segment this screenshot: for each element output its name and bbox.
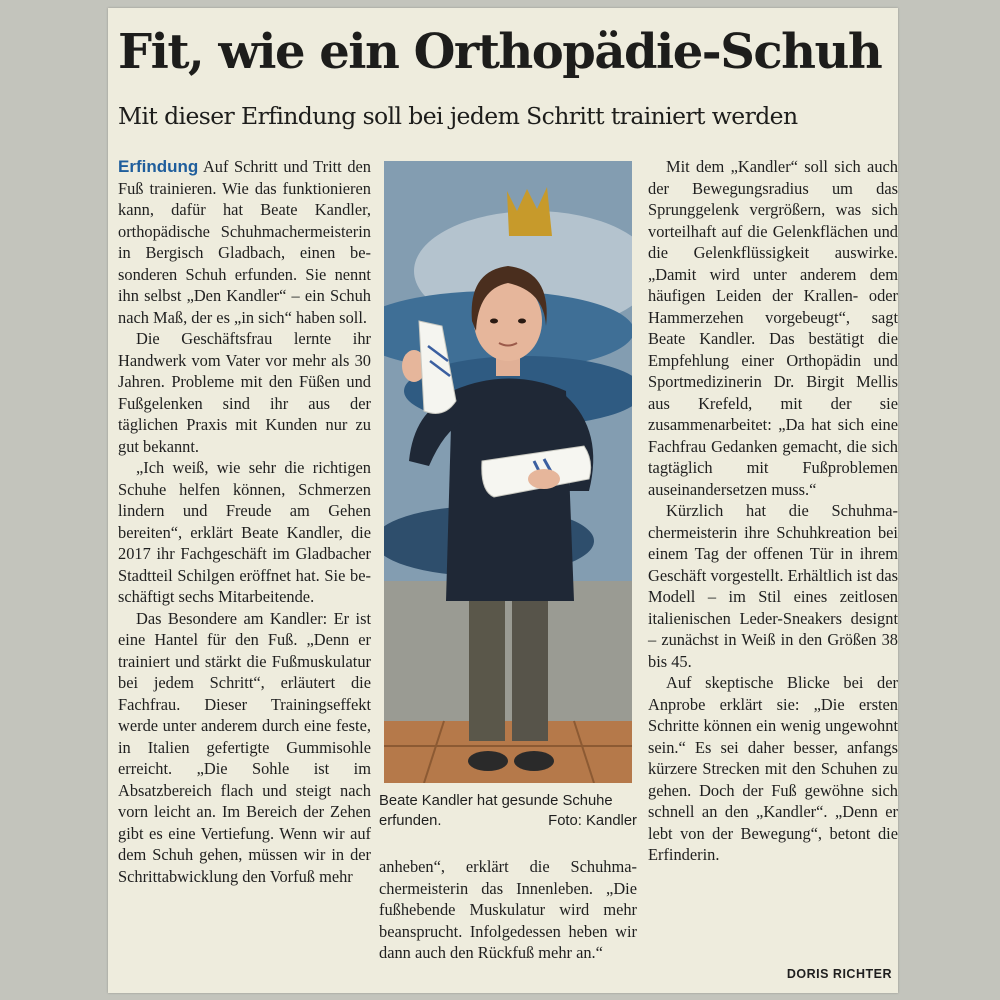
photo-woman-with-shoes (384, 161, 632, 783)
paragraph: Das Besondere am Kandler: Er ist eine Hantel für den Fuß. „Denn er trainiert und stärkt die Fußmuskulatur bei jedem Schritt“, erläutert die Fachfrau. Dieser Trainingseffekt werde unter anderem durch eine feste, in Italien gefertigte Gummisohle erreicht. „Die Sohle ist im Absatzbereich flach und steigt nach vorn leicht an. Im Bereich der Zehen gibt es eine Vertiefung. Wenn wir auf dem Schuh gehen, müssen wir in der Schrittabwicklung den Vorfuß mehr (118, 608, 371, 886)
paragraph: Die Geschäftsfrau lernte ihr Handwerk vom Vater vor mehr als 30 Jahren. Probleme mit den Füßen und Fußgelenken sind ihr aus der täglichen Praxis mit Kunden nur zu gut bekannt. (118, 329, 371, 456)
article-column-2 (379, 856, 637, 964)
paragraph: anheben“, erklärt die Schuhmachermeisterin das Innenleben. „Die fußhebende Muskulatur wird mehr beansprucht. Infolgedessen heben wir dann auch den Rückfuß mehr an.“ (379, 857, 637, 962)
author-byline: DORIS RICHTER (786, 967, 892, 981)
headline: Fit, wie ein Orthopädie-Schuh (118, 24, 882, 80)
paragraph-text: Auf Schritt und Tritt den Fuß trainieren. Wie das funktionieren kann, dafür hat Beate Kandler, orthopädische Schuhmachermeisterin in Bergisch Gladbach, einen besonderen Schuh erfunden. Sie nennt ihn selbst „Den Kandler“ – ein Schuh nach Maß, der es „in sich“ haben soll. (118, 157, 371, 327)
article-column-3 (648, 156, 898, 866)
paragraph: „Ich weiß, wie sehr die richtigen Schuhe helfen können, Schmerzen lindern und Freude am Gehen bereiten“, erklärt Beate Kandler, die 2017 ihr Fachgeschäft im Gladbacher Stadtteil Schilgen eröffnet hat. Sie beschäftigt sechs Mitarbeitende. (118, 458, 371, 606)
kicker: Erfindung (118, 157, 199, 176)
article-column-1 (118, 156, 371, 887)
paragraph (118, 156, 371, 328)
article-photo (384, 161, 632, 783)
newspaper-clipping (108, 8, 898, 993)
photo-caption (379, 791, 637, 831)
subheadline: Mit dieser Erfindung soll bei jedem Schritt trainiert werden (118, 102, 798, 130)
paragraph: Mit dem „Kandler“ soll sich auch der Bewegungsradius um das Sprunggelenk vergrößern, was sich vorteilhaft auf die Gelenkflächen und die Gelenkflüssigkeit auswirke. „Damit wird unter anderem dem häufigen Leiden der Krallen- oder Hammerzehen vorgebeugt“, sagt Beate Kandler. Das bestätigt die Empfehlung einer Orthopädin und Sportmedizinerin Dr. Birgit Mellis aus Krefeld, mit der sie zusammenarbeitet: „Da hat sich eine Fachfrau Gedanken gemacht, die sich tagtäglich mit Fußproblemen auseinandersetzen muss.“ (648, 157, 898, 499)
photo-credit: Foto: Kandler (548, 813, 637, 829)
paragraph: Kürzlich hat die Schuhmachermeisterin ihre Schuhkreation bei einem Tag der offenen Tür in ihrem Geschäft vorgestellt. Erhältlich ist das Modell – im Stil eines zeitlosen italienischen Leder-Sneakers designt – zunächst in Weiß in den Größen 38 bis 45. (648, 501, 898, 671)
paragraph: Auf skeptische Blicke bei der Anprobe erklärt sie: „Die ersten Schritte können ein wenig ungewohnt sein.“ Es sei daher besser, anfangs kürzere Strecken mit den Schuhen zu gehen. Doch der Fuß gewöhne sich schnell an den „Kandler“. „Denn er lebt von der Bewegung“, betont die Erfinderin. (648, 673, 898, 864)
caption-text: Beate Kandler hat gesunde Schuhe erfunden. (379, 793, 613, 829)
